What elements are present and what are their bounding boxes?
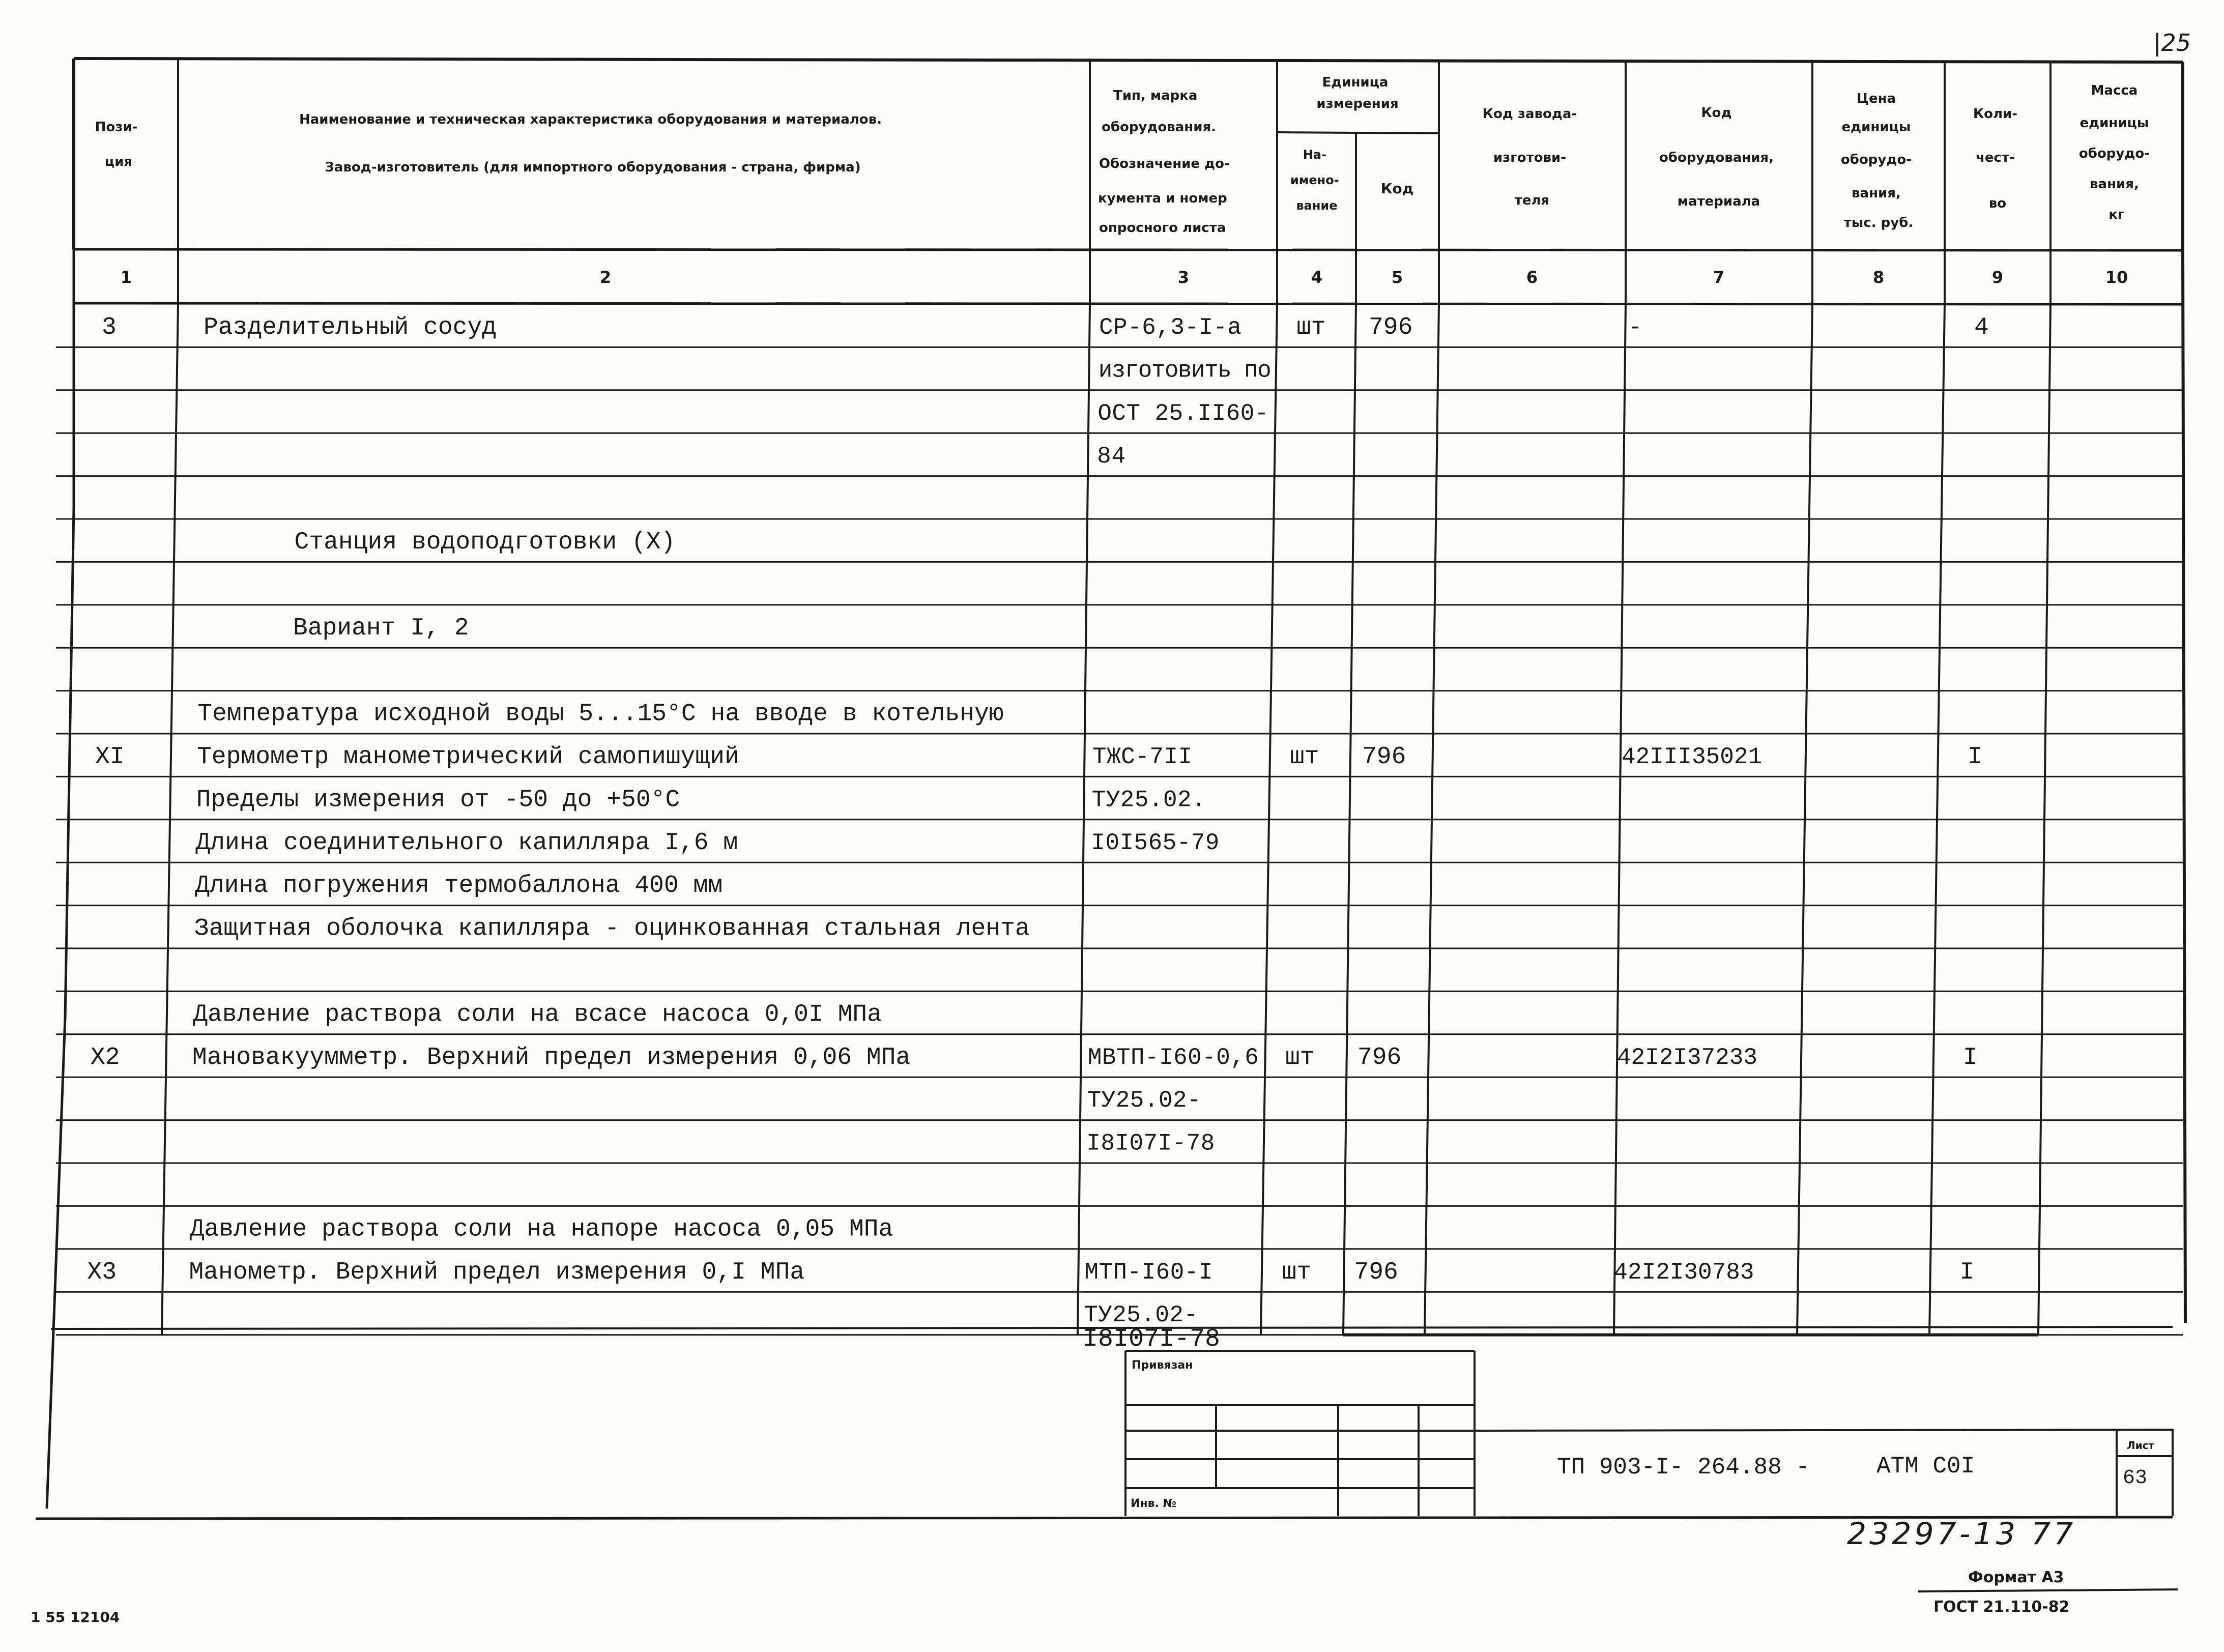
- title-block: [51, 1327, 2173, 1516]
- table-body: [87, 314, 1988, 1328]
- hdr-mfr-2: изготови-: [1493, 150, 1567, 165]
- col-num-4: 4: [1311, 268, 1323, 287]
- cell-type: I0I565-79: [1091, 829, 1220, 856]
- svg-text:Код оборудования,: [1659, 105, 1778, 209]
- col-num-1: 1: [120, 268, 132, 287]
- gost-label: ГОСТ 21.110-82: [1933, 1598, 2070, 1616]
- svg-text:Наименование и техническая хар: [299, 112, 886, 175]
- hdr-name-2: Завод-изготовитель (для импортного оборудования - страна, фирма): [325, 160, 861, 175]
- hdr-mfr-1: Код завода-: [1482, 106, 1577, 122]
- hdr-unit-name-2: имено-: [1290, 173, 1339, 187]
- cell-type: ТУ25.02-: [1084, 1302, 1198, 1329]
- hdr-equip-1: Код: [1701, 105, 1732, 121]
- col-num-2: 2: [599, 268, 612, 287]
- cell-type: ТУ25.02-: [1087, 1087, 1201, 1114]
- col-num-7: 7: [1713, 268, 1725, 287]
- cell-type: 84: [1097, 443, 1126, 470]
- cell-name: Длина соединительного капилляра I,6 м: [195, 829, 738, 857]
- cell-equip: 42I2I37233: [1616, 1044, 1757, 1071]
- cell-name: Разделительный сосуд: [204, 314, 497, 341]
- hdr-mfr-3: теля: [1514, 193, 1550, 208]
- hdr-price-4: вания,: [1852, 186, 1901, 201]
- hdr-qty-3: во: [1988, 196, 2007, 211]
- table-header: [74, 59, 2183, 304]
- hdr-qty-1: Коли-: [1973, 106, 2018, 122]
- svg-text:Код завода- изготови-: [1483, 106, 1582, 208]
- svg-text:Цена единицы обору: [1841, 91, 1916, 230]
- stamp-doc-code: ТП 903-I- 264.88 -: [1557, 1454, 1810, 1481]
- hdr-unit-name-1: На-: [1303, 148, 1326, 162]
- stamp-list-label: Лист: [2127, 1439, 2155, 1452]
- cell-type: СР-6,3-I-а: [1099, 314, 1241, 341]
- col-num-10: 10: [2105, 268, 2128, 287]
- svg-text:Тип, марка оборудования.: [1098, 88, 1234, 236]
- hdr-unit-2: измерения: [1316, 96, 1399, 111]
- cell-name: Длина погружения термобаллона 400 мм: [195, 872, 723, 900]
- hdr-qty-2: чест-: [1976, 150, 2015, 165]
- cell-qty: 4: [1974, 314, 1989, 341]
- hdr-mass-4: вания,: [2090, 177, 2139, 192]
- svg-text:На- имено- вание: [1290, 148, 1343, 213]
- cell-name: Температура исходной воды 5...15°С на вводе в котельную: [197, 700, 1004, 728]
- cell-unit: шт: [1296, 314, 1326, 341]
- hdr-pos-2: ция: [104, 154, 133, 169]
- cell-type: МВТП-I60-0,6: [1087, 1044, 1259, 1071]
- col-num-8: 8: [1872, 268, 1885, 287]
- cell-pos: X3: [87, 1258, 117, 1286]
- cell-name: Давление раствора соли на всасе насоса 0,0I МПа: [193, 1001, 882, 1029]
- svg-text:Масса единицы обор: [2079, 83, 2154, 222]
- stamp-list-number: 63: [2123, 1467, 2148, 1490]
- corner-mark: |25: [2153, 29, 2191, 56]
- hdr-type-2: оборудования.: [1102, 120, 1217, 135]
- cell-type: изготовить по: [1098, 357, 1272, 384]
- hdr-price-2: единицы: [1841, 120, 1911, 135]
- overflow-type-text: I8I07I-78: [1083, 1325, 1221, 1354]
- hdr-price-5: тыс. руб.: [1843, 215, 1914, 230]
- hdr-type-5: опросного листа: [1099, 220, 1226, 236]
- col-num-9: 9: [1991, 268, 2004, 287]
- cell-pos: XI: [95, 743, 125, 771]
- hdr-price-1: Цена: [1856, 91, 1896, 106]
- cell-qty: I: [1968, 743, 1982, 771]
- cell-name: Термометр манометрический самопишущий: [197, 743, 739, 771]
- hdr-unit-1: Единица: [1322, 75, 1389, 90]
- format-label: Формат А3: [1968, 1569, 2064, 1586]
- hdr-equip-3: материала: [1677, 194, 1760, 209]
- hdr-unit-code: Код: [1380, 180, 1414, 197]
- cell-qty: I: [1959, 1258, 1975, 1286]
- svg-text:Единица измерения: [1316, 75, 1398, 111]
- hdr-type-1: Тип, марка: [1113, 88, 1198, 103]
- cell-name: Манометр. Верхний предел измерения 0,I МПа: [189, 1258, 805, 1286]
- cell-type: ТУ25.02.: [1091, 787, 1206, 814]
- cell-name: Станция водоподготовки (X): [294, 529, 676, 556]
- cell-type: МТП-I60-I: [1084, 1259, 1213, 1286]
- print-code: 1 55 12104: [31, 1609, 120, 1626]
- hdr-mass-5: кг: [2109, 207, 2125, 222]
- cell-name: Мановакуумметр. Верхний предел измерения 0,06 МПа: [192, 1044, 911, 1071]
- stamp-privyazan: Привязан: [1132, 1359, 1193, 1372]
- cell-type: ОСТ 25.II60-: [1097, 400, 1269, 427]
- col-num-3: 3: [1177, 268, 1190, 287]
- cell-pos: 3: [102, 314, 117, 341]
- cell-code: 796: [1357, 1044, 1402, 1071]
- cell-name: Пределы измерения от -50 до +50°С: [196, 786, 680, 814]
- stamp-doc-suffix: АТМ С0I: [1876, 1453, 1975, 1480]
- cell-unit: шт: [1282, 1258, 1312, 1286]
- svg-text:Коли- чест- во: [1973, 106, 2022, 211]
- cell-equip: 42I2I30783: [1613, 1259, 1754, 1286]
- cell-code: 796: [1362, 743, 1406, 771]
- svg-text:Пози- ция: [95, 120, 142, 169]
- hdr-mass-3: оборудо-: [2078, 146, 2150, 161]
- cell-name: Давление раствора соли на напоре насоса 0,05 МПа: [189, 1215, 893, 1243]
- stamp-inv: Инв. №: [1131, 1497, 1177, 1510]
- cell-equip: -: [1628, 314, 1642, 341]
- cell-unit: шт: [1290, 743, 1319, 771]
- hdr-equip-2: оборудования,: [1659, 150, 1774, 165]
- cell-equip: 42III35021: [1622, 744, 1763, 770]
- cell-pos: X2: [90, 1044, 120, 1071]
- cell-qty: I: [1962, 1044, 1978, 1071]
- cell-type: I8I07I-78: [1086, 1130, 1215, 1157]
- hdr-pos-1: Пози-: [95, 120, 138, 135]
- cell-unit: шт: [1285, 1044, 1315, 1071]
- hdr-name-1: Наименование и техническая характеристика оборудования и материалов.: [299, 112, 882, 127]
- hdr-price-3: оборудо-: [1840, 152, 1912, 167]
- handwritten-number: 23297-13 77: [1847, 1516, 2076, 1552]
- cell-code: 796: [1354, 1258, 1398, 1286]
- cell-name: Вариант I, 2: [293, 614, 469, 642]
- hdr-mass-1: Масса: [2091, 83, 2138, 98]
- cell-code: 796: [1369, 314, 1413, 341]
- col-num-5: 5: [1391, 268, 1403, 287]
- hdr-type-3: Обозначение до-: [1099, 156, 1230, 171]
- cell-type: ТЖС-7II: [1092, 744, 1192, 770]
- cell-name: Защитная оболочка капилляра - оцинкованная стальная лента: [194, 915, 1030, 943]
- hdr-unit-name-3: вание: [1296, 198, 1338, 213]
- hdr-type-4: кумента и номер: [1098, 191, 1227, 206]
- col-num-6: 6: [1526, 268, 1538, 287]
- hdr-mass-2: единицы: [2079, 115, 2149, 131]
